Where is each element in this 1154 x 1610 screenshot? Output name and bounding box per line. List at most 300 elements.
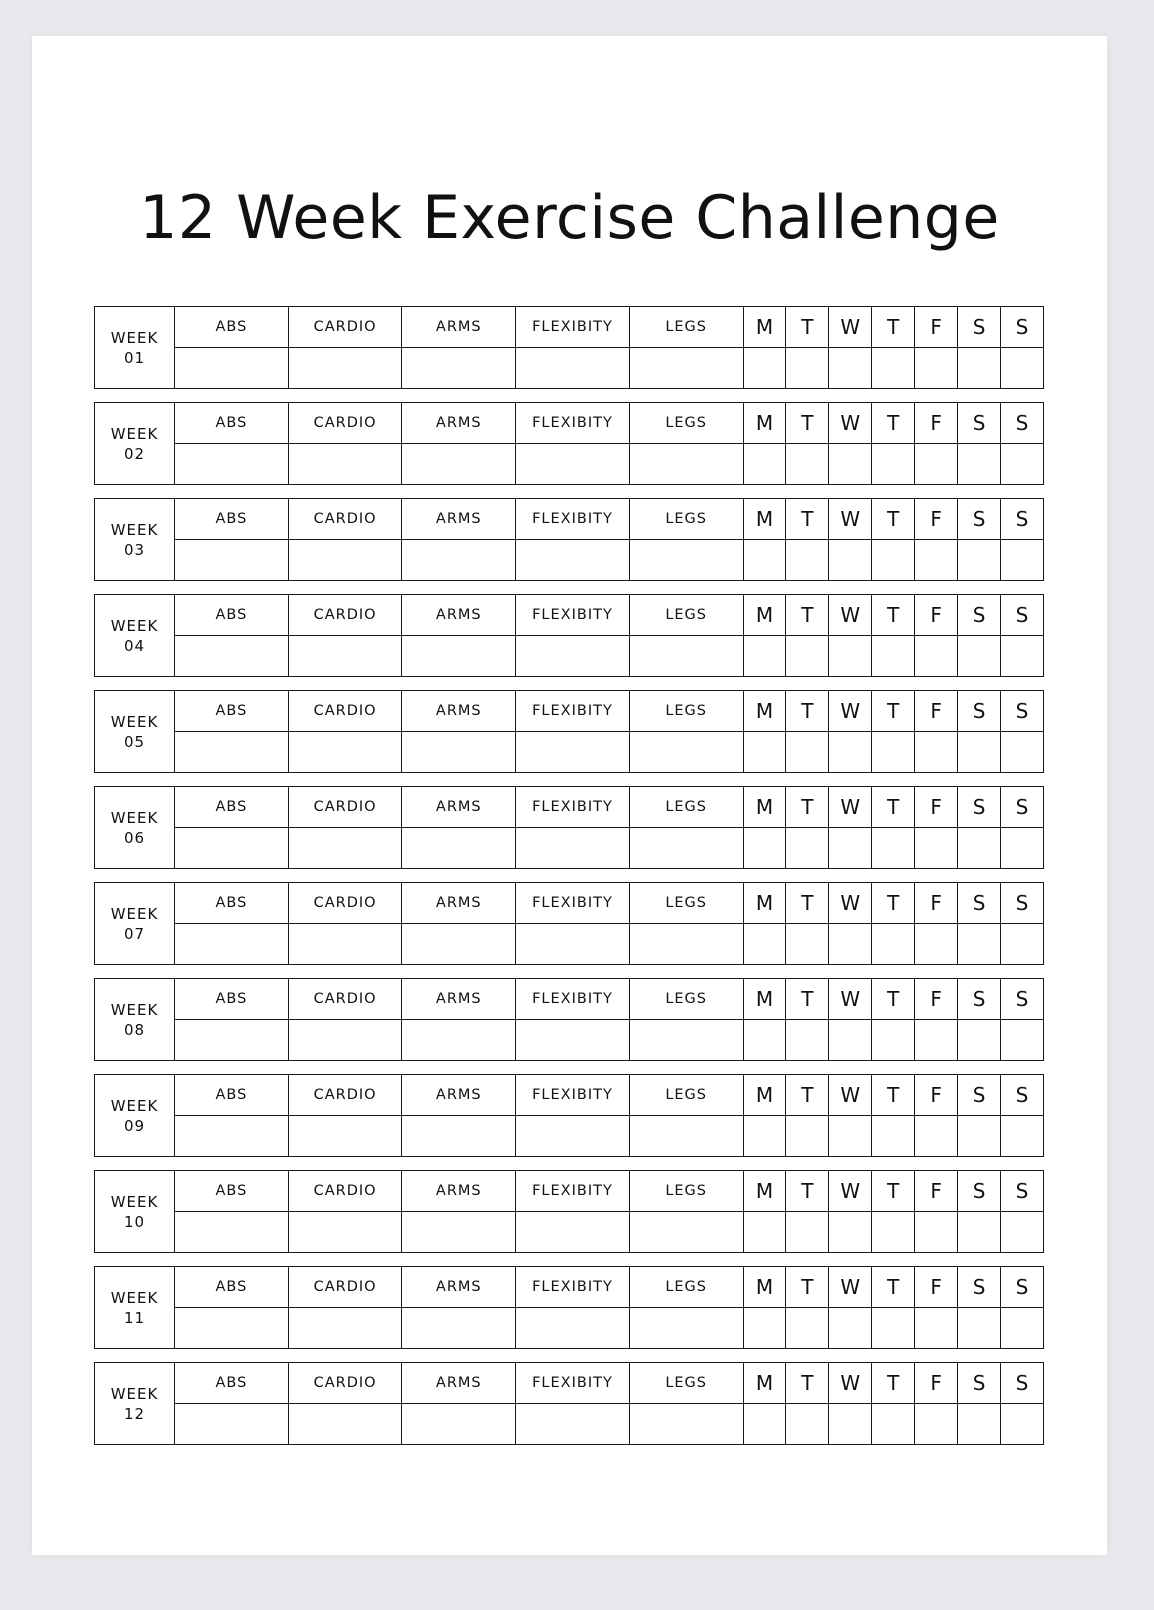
day-header: S bbox=[958, 787, 1001, 828]
day-checkbox-cell[interactable] bbox=[743, 1212, 786, 1253]
category-header: FLEXIBITY bbox=[516, 787, 630, 828]
day-header: S bbox=[1001, 499, 1044, 540]
day-header: T bbox=[786, 979, 829, 1020]
category-entry-cell[interactable] bbox=[402, 1116, 516, 1157]
category-header: LEGS bbox=[629, 1075, 743, 1116]
category-entry-cell[interactable] bbox=[288, 1212, 402, 1253]
week-number: 03 bbox=[123, 540, 146, 559]
day-header: F bbox=[915, 499, 958, 540]
day-header: T bbox=[786, 595, 829, 636]
week-header-row bbox=[95, 1363, 1044, 1404]
week-header-row bbox=[95, 979, 1044, 1020]
day-checkbox-cell[interactable] bbox=[786, 924, 829, 965]
category-entry-cell[interactable] bbox=[288, 1308, 402, 1349]
category-entry-cell[interactable] bbox=[516, 1212, 630, 1253]
day-checkbox-cell[interactable] bbox=[915, 348, 958, 389]
week-label bbox=[95, 787, 175, 869]
day-checkbox-cell[interactable] bbox=[958, 348, 1001, 389]
day-checkbox-cell[interactable] bbox=[915, 444, 958, 485]
category-entry-cell[interactable] bbox=[288, 1404, 402, 1445]
day-header: S bbox=[958, 691, 1001, 732]
day-header: W bbox=[829, 595, 872, 636]
day-checkbox-cell[interactable] bbox=[958, 444, 1001, 485]
category-entry-cell[interactable] bbox=[629, 924, 743, 965]
day-header: S bbox=[958, 1171, 1001, 1212]
category-header: ARMS bbox=[402, 1363, 516, 1404]
week-header-row bbox=[95, 595, 1044, 636]
week-header-row bbox=[95, 1171, 1044, 1212]
week-entry-row bbox=[95, 1116, 1044, 1157]
week-table bbox=[94, 1362, 1044, 1445]
day-header: T bbox=[786, 499, 829, 540]
week-header-row bbox=[95, 691, 1044, 732]
day-checkbox-cell[interactable] bbox=[786, 732, 829, 773]
week-entry-row bbox=[95, 636, 1044, 677]
day-checkbox-cell[interactable] bbox=[872, 540, 915, 581]
category-entry-cell[interactable] bbox=[516, 1116, 630, 1157]
day-header: S bbox=[958, 499, 1001, 540]
day-checkbox-cell[interactable] bbox=[872, 1116, 915, 1157]
day-header: F bbox=[915, 403, 958, 444]
week-word: WEEK bbox=[110, 520, 159, 539]
week-label bbox=[95, 979, 175, 1061]
week-label bbox=[95, 595, 175, 677]
day-checkbox-cell[interactable] bbox=[872, 732, 915, 773]
day-checkbox-cell[interactable] bbox=[1001, 1404, 1044, 1445]
category-entry-cell[interactable] bbox=[629, 636, 743, 677]
day-header: M bbox=[743, 499, 786, 540]
week-label bbox=[95, 499, 175, 581]
day-header: S bbox=[1001, 1363, 1044, 1404]
day-header: T bbox=[872, 979, 915, 1020]
day-checkbox-cell[interactable] bbox=[1001, 924, 1044, 965]
category-header: FLEXIBITY bbox=[516, 691, 630, 732]
day-header: W bbox=[829, 691, 872, 732]
day-checkbox-cell[interactable] bbox=[915, 540, 958, 581]
week-table bbox=[94, 1266, 1044, 1349]
week-word: WEEK bbox=[110, 1192, 159, 1211]
category-header: ABS bbox=[175, 787, 289, 828]
day-checkbox-cell[interactable] bbox=[872, 348, 915, 389]
day-header: F bbox=[915, 307, 958, 348]
category-entry-cell[interactable] bbox=[402, 636, 516, 677]
category-entry-cell[interactable] bbox=[175, 924, 289, 965]
day-checkbox-cell[interactable] bbox=[743, 540, 786, 581]
category-header: ABS bbox=[175, 1171, 289, 1212]
day-checkbox-cell[interactable] bbox=[958, 1212, 1001, 1253]
week-header-row bbox=[95, 403, 1044, 444]
category-entry-cell[interactable] bbox=[629, 828, 743, 869]
category-header: CARDIO bbox=[288, 1075, 402, 1116]
day-header: W bbox=[829, 1171, 872, 1212]
week-header-row bbox=[95, 1075, 1044, 1116]
day-header: F bbox=[915, 979, 958, 1020]
day-checkbox-cell[interactable] bbox=[915, 1212, 958, 1253]
category-entry-cell[interactable] bbox=[175, 444, 289, 485]
day-checkbox-cell[interactable] bbox=[915, 1404, 958, 1445]
day-checkbox-cell[interactable] bbox=[829, 1116, 872, 1157]
category-header: FLEXIBITY bbox=[516, 499, 630, 540]
day-checkbox-cell[interactable] bbox=[1001, 1308, 1044, 1349]
category-header: ABS bbox=[175, 499, 289, 540]
day-checkbox-cell[interactable] bbox=[872, 444, 915, 485]
day-header: M bbox=[743, 1171, 786, 1212]
category-header: ABS bbox=[175, 691, 289, 732]
category-entry-cell[interactable] bbox=[629, 1212, 743, 1253]
week-entry-row bbox=[95, 924, 1044, 965]
week-number: 08 bbox=[123, 1020, 146, 1039]
category-entry-cell[interactable] bbox=[288, 540, 402, 581]
day-checkbox-cell[interactable] bbox=[958, 540, 1001, 581]
day-checkbox-cell[interactable] bbox=[915, 1020, 958, 1061]
day-header: M bbox=[743, 691, 786, 732]
category-header: ARMS bbox=[402, 307, 516, 348]
day-checkbox-cell[interactable] bbox=[786, 1116, 829, 1157]
day-header: W bbox=[829, 883, 872, 924]
category-header: ARMS bbox=[402, 1171, 516, 1212]
category-entry-cell[interactable] bbox=[516, 540, 630, 581]
category-header: CARDIO bbox=[288, 787, 402, 828]
day-header: T bbox=[786, 787, 829, 828]
category-header: CARDIO bbox=[288, 691, 402, 732]
day-checkbox-cell[interactable] bbox=[1001, 828, 1044, 869]
category-header: LEGS bbox=[629, 787, 743, 828]
category-entry-cell[interactable] bbox=[516, 1308, 630, 1349]
day-checkbox-cell[interactable] bbox=[915, 1116, 958, 1157]
day-checkbox-cell[interactable] bbox=[1001, 1020, 1044, 1061]
day-checkbox-cell[interactable] bbox=[786, 1404, 829, 1445]
day-header: S bbox=[958, 979, 1001, 1020]
day-checkbox-cell[interactable] bbox=[786, 348, 829, 389]
day-checkbox-cell[interactable] bbox=[829, 1404, 872, 1445]
week-entry-row bbox=[95, 348, 1044, 389]
week-number: 06 bbox=[123, 828, 146, 847]
day-header: S bbox=[958, 403, 1001, 444]
day-header: T bbox=[872, 1075, 915, 1116]
week-entry-row bbox=[95, 1404, 1044, 1445]
day-header: M bbox=[743, 595, 786, 636]
week-table bbox=[94, 1170, 1044, 1253]
week-entry-row bbox=[95, 540, 1044, 581]
category-header: ABS bbox=[175, 1075, 289, 1116]
category-entry-cell[interactable] bbox=[629, 1020, 743, 1061]
category-header: CARDIO bbox=[288, 1363, 402, 1404]
category-entry-cell[interactable] bbox=[175, 636, 289, 677]
week-label bbox=[95, 403, 175, 485]
week-header-row bbox=[95, 883, 1044, 924]
day-checkbox-cell[interactable] bbox=[958, 1020, 1001, 1061]
category-entry-cell[interactable] bbox=[402, 1020, 516, 1061]
day-header: S bbox=[958, 1363, 1001, 1404]
day-checkbox-cell[interactable] bbox=[915, 924, 958, 965]
category-entry-cell[interactable] bbox=[629, 348, 743, 389]
category-header: ARMS bbox=[402, 979, 516, 1020]
day-checkbox-cell[interactable] bbox=[829, 828, 872, 869]
day-header: T bbox=[786, 307, 829, 348]
day-checkbox-cell[interactable] bbox=[958, 732, 1001, 773]
day-header: T bbox=[786, 1267, 829, 1308]
week-word: WEEK bbox=[110, 1096, 159, 1115]
category-header: ARMS bbox=[402, 787, 516, 828]
day-checkbox-cell[interactable] bbox=[1001, 444, 1044, 485]
category-header: CARDIO bbox=[288, 499, 402, 540]
day-checkbox-cell[interactable] bbox=[872, 1404, 915, 1445]
category-entry-cell[interactable] bbox=[629, 1116, 743, 1157]
category-entry-cell[interactable] bbox=[175, 1212, 289, 1253]
day-checkbox-cell[interactable] bbox=[786, 828, 829, 869]
category-header: CARDIO bbox=[288, 595, 402, 636]
day-checkbox-cell[interactable] bbox=[1001, 540, 1044, 581]
day-checkbox-cell[interactable] bbox=[958, 636, 1001, 677]
category-header: LEGS bbox=[629, 403, 743, 444]
category-entry-cell[interactable] bbox=[288, 924, 402, 965]
day-checkbox-cell[interactable] bbox=[829, 924, 872, 965]
category-header: FLEXIBITY bbox=[516, 1171, 630, 1212]
day-checkbox-cell[interactable] bbox=[958, 924, 1001, 965]
category-entry-cell[interactable] bbox=[175, 732, 289, 773]
category-entry-cell[interactable] bbox=[516, 828, 630, 869]
category-entry-cell[interactable] bbox=[175, 348, 289, 389]
day-checkbox-cell[interactable] bbox=[786, 636, 829, 677]
week-number: 04 bbox=[123, 636, 146, 655]
day-checkbox-cell[interactable] bbox=[743, 1116, 786, 1157]
day-checkbox-cell[interactable] bbox=[872, 636, 915, 677]
day-checkbox-cell[interactable] bbox=[915, 828, 958, 869]
category-entry-cell[interactable] bbox=[175, 1020, 289, 1061]
page-title: 12 Week Exercise Challenge bbox=[139, 183, 1000, 253]
category-entry-cell[interactable] bbox=[175, 540, 289, 581]
day-checkbox-cell[interactable] bbox=[743, 636, 786, 677]
category-entry-cell[interactable] bbox=[288, 732, 402, 773]
category-header: ARMS bbox=[402, 883, 516, 924]
day-header: F bbox=[915, 595, 958, 636]
day-header: W bbox=[829, 1363, 872, 1404]
category-header: ABS bbox=[175, 979, 289, 1020]
day-header: F bbox=[915, 1363, 958, 1404]
day-checkbox-cell[interactable] bbox=[743, 732, 786, 773]
week-label bbox=[95, 691, 175, 773]
category-entry-cell[interactable] bbox=[175, 1308, 289, 1349]
week-table bbox=[94, 786, 1044, 869]
day-header: T bbox=[786, 883, 829, 924]
week-entry-row bbox=[95, 732, 1044, 773]
day-header: T bbox=[872, 1171, 915, 1212]
day-checkbox-cell[interactable] bbox=[829, 636, 872, 677]
week-table bbox=[94, 882, 1044, 965]
day-checkbox-cell[interactable] bbox=[829, 732, 872, 773]
category-header: CARDIO bbox=[288, 979, 402, 1020]
day-header: T bbox=[872, 883, 915, 924]
category-header: ARMS bbox=[402, 691, 516, 732]
day-header: F bbox=[915, 691, 958, 732]
category-entry-cell[interactable] bbox=[402, 1404, 516, 1445]
category-header: FLEXIBITY bbox=[516, 1075, 630, 1116]
week-word: WEEK bbox=[110, 1288, 159, 1307]
day-header: S bbox=[958, 1267, 1001, 1308]
category-header: LEGS bbox=[629, 307, 743, 348]
category-header: FLEXIBITY bbox=[516, 403, 630, 444]
day-checkbox-cell[interactable] bbox=[872, 924, 915, 965]
category-header: LEGS bbox=[629, 691, 743, 732]
day-checkbox-cell[interactable] bbox=[1001, 732, 1044, 773]
category-entry-cell[interactable] bbox=[516, 1404, 630, 1445]
category-header: CARDIO bbox=[288, 883, 402, 924]
day-header: S bbox=[1001, 1267, 1044, 1308]
day-header: F bbox=[915, 1267, 958, 1308]
worksheet-page bbox=[32, 36, 1107, 1555]
week-header-row bbox=[95, 499, 1044, 540]
day-header: S bbox=[1001, 403, 1044, 444]
day-header: W bbox=[829, 499, 872, 540]
category-header: FLEXIBITY bbox=[516, 307, 630, 348]
category-header: FLEXIBITY bbox=[516, 1363, 630, 1404]
week-word: WEEK bbox=[110, 904, 159, 923]
day-header: T bbox=[786, 1171, 829, 1212]
category-entry-cell[interactable] bbox=[288, 1020, 402, 1061]
day-checkbox-cell[interactable] bbox=[958, 1404, 1001, 1445]
day-checkbox-cell[interactable] bbox=[872, 1212, 915, 1253]
category-entry-cell[interactable] bbox=[629, 1308, 743, 1349]
day-checkbox-cell[interactable] bbox=[786, 1020, 829, 1061]
category-entry-cell[interactable] bbox=[402, 828, 516, 869]
day-header: M bbox=[743, 979, 786, 1020]
day-checkbox-cell[interactable] bbox=[915, 1308, 958, 1349]
day-checkbox-cell[interactable] bbox=[829, 348, 872, 389]
day-header: M bbox=[743, 787, 786, 828]
week-number: 11 bbox=[123, 1308, 146, 1327]
day-checkbox-cell[interactable] bbox=[743, 1404, 786, 1445]
category-entry-cell[interactable] bbox=[516, 1020, 630, 1061]
day-header: W bbox=[829, 787, 872, 828]
category-entry-cell[interactable] bbox=[402, 540, 516, 581]
day-checkbox-cell[interactable] bbox=[829, 444, 872, 485]
day-header: T bbox=[872, 595, 915, 636]
category-entry-cell[interactable] bbox=[288, 444, 402, 485]
category-header: ABS bbox=[175, 883, 289, 924]
day-checkbox-cell[interactable] bbox=[743, 1308, 786, 1349]
category-header: CARDIO bbox=[288, 403, 402, 444]
day-checkbox-cell[interactable] bbox=[1001, 1116, 1044, 1157]
day-checkbox-cell[interactable] bbox=[872, 828, 915, 869]
week-label bbox=[95, 1363, 175, 1445]
day-checkbox-cell[interactable] bbox=[786, 444, 829, 485]
category-entry-cell[interactable] bbox=[516, 348, 630, 389]
category-header: LEGS bbox=[629, 595, 743, 636]
week-table bbox=[94, 690, 1044, 773]
category-entry-cell[interactable] bbox=[516, 636, 630, 677]
category-header: ABS bbox=[175, 403, 289, 444]
week-word: WEEK bbox=[110, 1384, 159, 1403]
category-entry-cell[interactable] bbox=[402, 444, 516, 485]
week-header-row bbox=[95, 1267, 1044, 1308]
category-entry-cell[interactable] bbox=[516, 444, 630, 485]
category-entry-cell[interactable] bbox=[402, 1308, 516, 1349]
week-header-row bbox=[95, 307, 1044, 348]
day-header: S bbox=[1001, 979, 1044, 1020]
week-entry-row bbox=[95, 1308, 1044, 1349]
week-label bbox=[95, 1267, 175, 1349]
day-checkbox-cell[interactable] bbox=[1001, 636, 1044, 677]
category-entry-cell[interactable] bbox=[175, 1116, 289, 1157]
day-checkbox-cell[interactable] bbox=[743, 1020, 786, 1061]
category-entry-cell[interactable] bbox=[175, 828, 289, 869]
day-checkbox-cell[interactable] bbox=[915, 732, 958, 773]
day-checkbox-cell[interactable] bbox=[786, 1308, 829, 1349]
category-entry-cell[interactable] bbox=[516, 924, 630, 965]
day-header: W bbox=[829, 403, 872, 444]
day-checkbox-cell[interactable] bbox=[1001, 348, 1044, 389]
day-checkbox-cell[interactable] bbox=[958, 828, 1001, 869]
category-header: FLEXIBITY bbox=[516, 1267, 630, 1308]
week-table bbox=[94, 594, 1044, 677]
day-checkbox-cell[interactable] bbox=[743, 444, 786, 485]
day-checkbox-cell[interactable] bbox=[958, 1308, 1001, 1349]
category-entry-cell[interactable] bbox=[288, 828, 402, 869]
day-checkbox-cell[interactable] bbox=[829, 1308, 872, 1349]
category-header: ARMS bbox=[402, 1267, 516, 1308]
day-checkbox-cell[interactable] bbox=[786, 1212, 829, 1253]
day-checkbox-cell[interactable] bbox=[743, 924, 786, 965]
day-header: F bbox=[915, 1171, 958, 1212]
category-entry-cell[interactable] bbox=[629, 540, 743, 581]
category-entry-cell[interactable] bbox=[629, 732, 743, 773]
day-checkbox-cell[interactable] bbox=[872, 1308, 915, 1349]
day-header: T bbox=[786, 403, 829, 444]
week-entry-row bbox=[95, 828, 1044, 869]
week-entry-row bbox=[95, 1212, 1044, 1253]
day-checkbox-cell[interactable] bbox=[958, 1116, 1001, 1157]
day-checkbox-cell[interactable] bbox=[1001, 1212, 1044, 1253]
day-header: T bbox=[872, 403, 915, 444]
day-header: S bbox=[1001, 691, 1044, 732]
category-entry-cell[interactable] bbox=[402, 924, 516, 965]
category-header: FLEXIBITY bbox=[516, 979, 630, 1020]
category-header: LEGS bbox=[629, 499, 743, 540]
category-entry-cell[interactable] bbox=[516, 732, 630, 773]
category-entry-cell[interactable] bbox=[402, 348, 516, 389]
category-entry-cell[interactable] bbox=[629, 1404, 743, 1445]
day-checkbox-cell[interactable] bbox=[915, 636, 958, 677]
day-header: S bbox=[1001, 883, 1044, 924]
day-checkbox-cell[interactable] bbox=[829, 1020, 872, 1061]
day-checkbox-cell[interactable] bbox=[829, 540, 872, 581]
day-checkbox-cell[interactable] bbox=[786, 540, 829, 581]
category-entry-cell[interactable] bbox=[175, 1404, 289, 1445]
day-checkbox-cell[interactable] bbox=[743, 348, 786, 389]
day-checkbox-cell[interactable] bbox=[743, 828, 786, 869]
category-entry-cell[interactable] bbox=[288, 636, 402, 677]
day-header: M bbox=[743, 1363, 786, 1404]
day-checkbox-cell[interactable] bbox=[829, 1212, 872, 1253]
day-checkbox-cell[interactable] bbox=[872, 1020, 915, 1061]
week-table bbox=[94, 498, 1044, 581]
day-header: T bbox=[872, 1267, 915, 1308]
category-entry-cell[interactable] bbox=[629, 444, 743, 485]
day-header: M bbox=[743, 1075, 786, 1116]
week-entry-row bbox=[95, 444, 1044, 485]
day-header: W bbox=[829, 979, 872, 1020]
day-header: T bbox=[872, 691, 915, 732]
category-header: FLEXIBITY bbox=[516, 595, 630, 636]
category-entry-cell[interactable] bbox=[402, 1212, 516, 1253]
category-entry-cell[interactable] bbox=[402, 732, 516, 773]
category-entry-cell[interactable] bbox=[288, 348, 402, 389]
category-entry-cell[interactable] bbox=[288, 1116, 402, 1157]
day-header: M bbox=[743, 883, 786, 924]
day-header: T bbox=[786, 1363, 829, 1404]
category-header: LEGS bbox=[629, 1267, 743, 1308]
day-header: T bbox=[872, 307, 915, 348]
